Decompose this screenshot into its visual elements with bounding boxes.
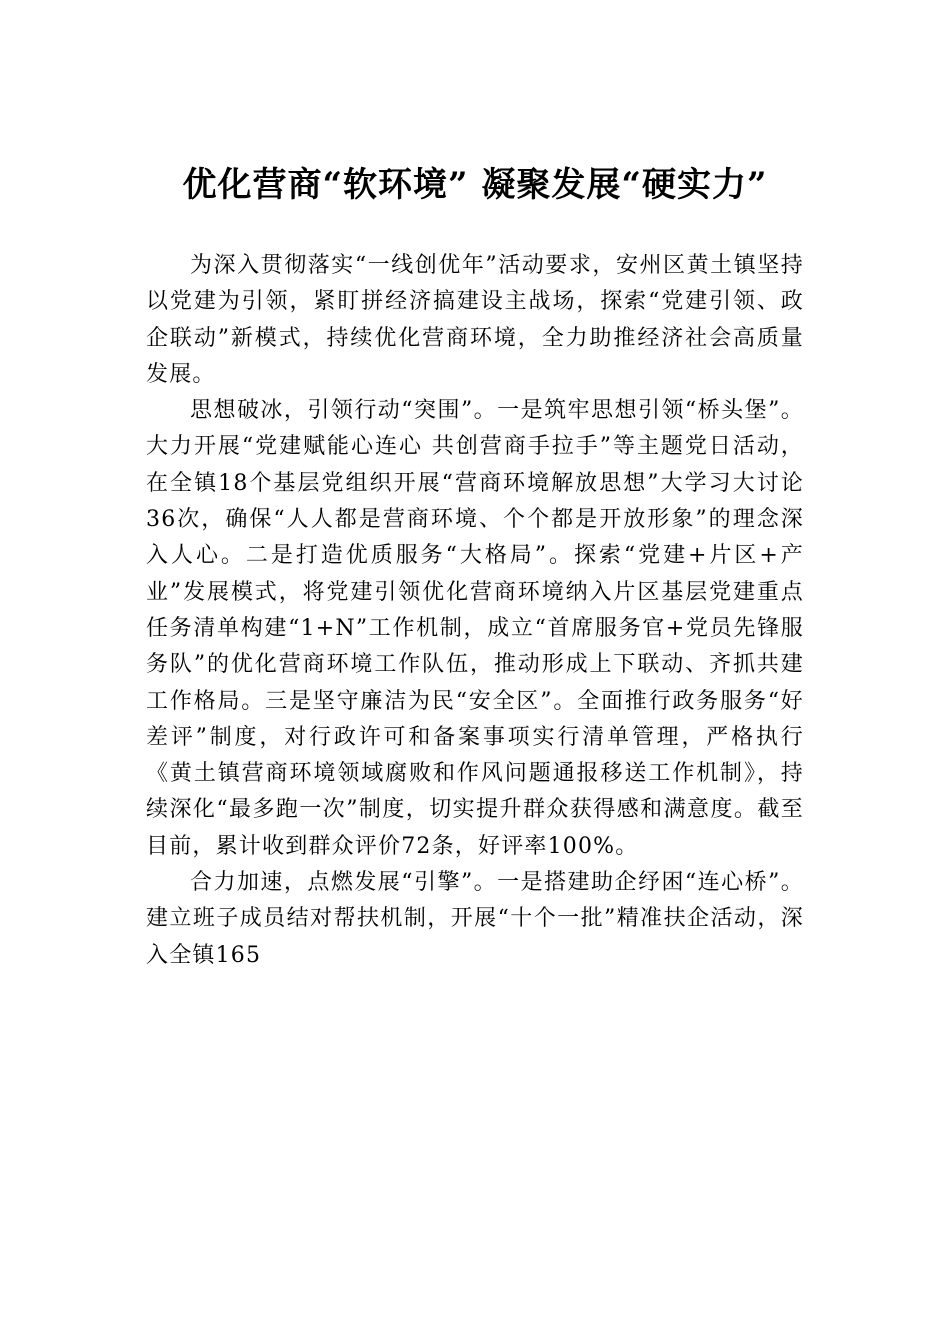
paragraph-acceleration: 合力加速，点燃发展“引擎”。一是搭建助企纾困“连心桥”。建立班子成员结对帮扶机制，开展“十个一批”精准扶企活动，深入全镇165 xyxy=(146,870,804,968)
document-title: 优化营商“软环境” 凝聚发展“硬实力” xyxy=(182,165,768,205)
paragraph-thought: 思想破冰，引领行动“突围”。一是筑牢思想引领“桥头堡”。大力开展“党建赋能心连心 共创营商手拉手”等主题党日活动，在全镇18个基层党组织开展“营商环境解放思想”大学习大讨论36次，确保“人人都是营商环境、个个都是开放形象”的理念深入人心。二是打造优质服务“大格局”。探索“党建+片区+产业”发展模式，将党建引领优化营商环境纳入片区基层党建重点任务清单构建“1+N”工作机制，成立“首席服务官+党员先锋服务队”的优化营商环境工作队伍，推动形成上下联动、齐抓共建工作格局。三是坚守廉洁为民“安全区”。全面推行政务服务“好差评”制度，对行政许可和备案事项实行清单管理，严格执行《黄土镇营商环境领域腐败和作风问题通报移送工作机制》，持续深化“最多跑一次”制度，切实提升群众获得感和满意度。截至目前，累计收到群众评价72条，好评率100%。 xyxy=(146,398,804,859)
document-body xyxy=(146,248,804,974)
paragraph-intro: 为深入贯彻落实“一线创优年”活动要求，安州区黄土镇坚持以党建为引领，紧盯拼经济搞建设主战场，探索“党建引领、政企联动”新模式，持续优化营商环境，全力助推经济社会高质量发展。 xyxy=(146,253,804,387)
